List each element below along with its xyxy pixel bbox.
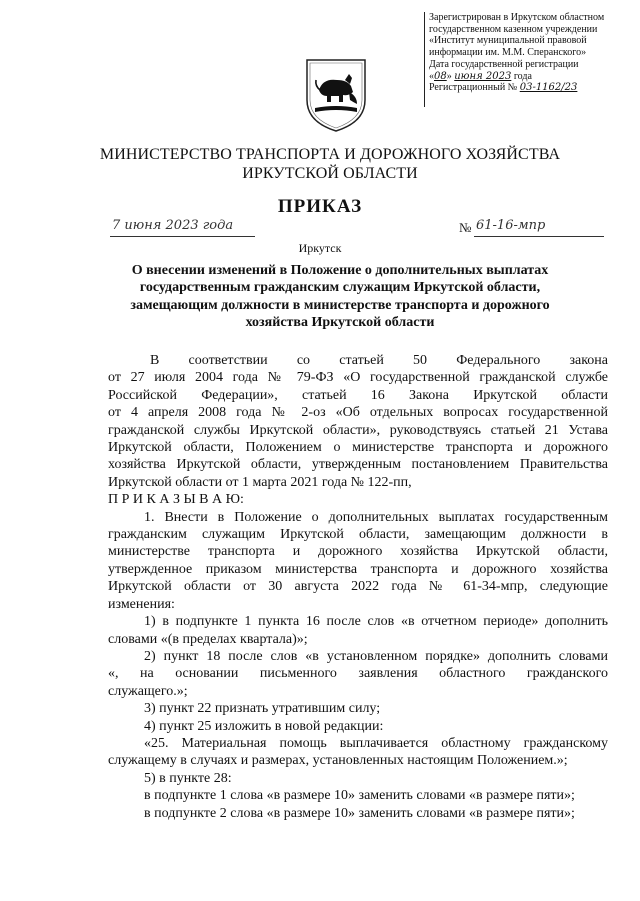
stamp-date-month-year: июня 2023 [454, 70, 512, 82]
title-line: замещающим должности в министерстве транспорта и дорожного [130, 297, 550, 313]
document-body [108, 352, 608, 822]
subitem5b: в подпункте 2 слова «в размере 10» заменить словами «в размере пяти»; [144, 805, 575, 821]
number-underline [474, 236, 604, 237]
stamp-line: Дата государственной регистрации [429, 58, 579, 70]
stamp-line: Зарегистрирован в Иркутском областном [429, 12, 605, 23]
preamble-line: от 4 апреля 2008 года № 2-оз «Об отдельных вопросах государственной [108, 405, 608, 421]
document-title [108, 262, 572, 332]
order-word: П Р И К А З Ы В А Ю: [108, 492, 244, 508]
item1-line: министерстве транспорта и дорожного хозяйства Иркутской области, [108, 544, 608, 560]
ministry-name-line1: МИНИСТЕРСТВО ТРАНСПОРТА И ДОРОЖНОГО ХОЗЯЙСТВА [99, 146, 561, 163]
item1-line: изменения: [108, 596, 175, 612]
preamble-line: В соответствии со статьей 50 Федерального закона [150, 353, 608, 368]
stamp-date-day: 08 [434, 70, 447, 82]
quote25-line: «25. Материальная помощь выплачивается областному гражданскому [144, 735, 608, 751]
item1-line: 1. Внести в Положение о дополнительных выплатах государственным [144, 509, 608, 525]
stamp-line: информации им. М.М. Сперанского» [429, 47, 587, 59]
item1-line: утвержденное приказом министерства транспорта и дорожного хозяйства [108, 561, 608, 577]
preamble-line: Иркутской области, Положением о министерстве транспорта и дорожного [108, 440, 608, 456]
subitem2-line: «, на основании письменного заявления областного гражданского [108, 666, 608, 682]
registration-stamp [424, 12, 615, 107]
ministry-name-line2: ИРКУТСКОЙ ОБЛАСТИ [242, 165, 418, 182]
stamp-reg-number: 03-1162/23 [519, 82, 578, 94]
item1-line: гражданским служащим Иркутской области, замещающим должности в [108, 527, 608, 543]
stamp-registration-date: «08» июня 2023 года [429, 70, 532, 82]
title-line: хозяйства Иркутской области [245, 315, 435, 331]
subitem3: 3) пункт 22 признать утратившим силу; [144, 701, 381, 717]
subitem5: 5) в пункте 28: [144, 770, 232, 786]
document-type-heading: ПРИКАЗ [277, 196, 363, 217]
preamble-line: от 27 июля 2004 года № 79-ФЗ «О государственной гражданской службе [108, 370, 608, 386]
item1-line: Иркутской области от 30 августа 2022 года № 61-34-мпр, следующие [108, 579, 608, 595]
title-line: О внесении изменений в Положение о дополнительных выплатах [131, 263, 549, 278]
stamp-registration-number: Регистрационный № 03-1162/23 [429, 82, 578, 94]
preamble-line: Российской Федерации», статьей 16 Закона Иркутской области [108, 387, 608, 403]
preamble-line: гражданской службы Иркутской области», руководствуясь статьей 21 Устава [108, 422, 608, 438]
coat-of-arms-emblem [303, 56, 369, 134]
order-date: 7 июня 2023 года [112, 218, 234, 233]
order-number: 61-16-мпр [476, 218, 546, 233]
subitem2-line: 2) пункт 18 после слов «в установленном порядке» дополнить словами [144, 648, 608, 664]
quote25-line: служащему в случаях и размерах, установленных настоящим Положением.»; [108, 753, 568, 769]
city-name: Иркутск [298, 241, 342, 255]
subitem4: 4) пункт 25 изложить в новой редакции: [144, 718, 384, 734]
subitem5a: в подпункте 1 слова «в размере 10» заменить словами «в размере пяти»; [144, 788, 575, 804]
title-line: государственным гражданским служащим Иркутской области, [139, 280, 541, 296]
order-number-label: № [459, 220, 472, 235]
preamble-line: хозяйства Иркутской области, утвержденным постановлением Правительства [108, 457, 608, 473]
stamp-line: государственном казенном учреждении [429, 23, 598, 35]
date-underline [110, 236, 255, 237]
preamble-line: Иркутской области от 1 марта 2021 года № 122-пп, [108, 474, 412, 490]
stamp-line: «Институт муниципальной правовой [429, 35, 587, 47]
subitem1-line: 1) в подпункте 1 пункта 16 после слов «в отчетном периоде» дополнить [144, 614, 608, 630]
subitem2-line: служащего.»; [108, 683, 188, 699]
subitem1-line: словами «(в пределах квартала)»; [108, 631, 308, 647]
